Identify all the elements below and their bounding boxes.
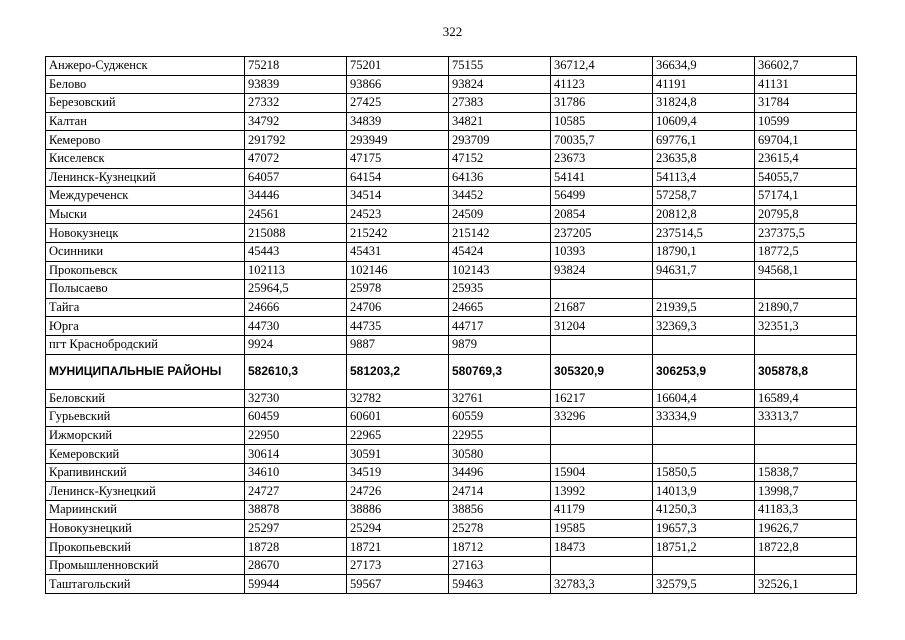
value-cell: 31786 — [551, 94, 653, 113]
value-cell: 24726 — [347, 482, 449, 501]
value-cell: 22965 — [347, 426, 449, 445]
value-cell: 21939,5 — [653, 298, 755, 317]
row-label-cell: Полысаево — [46, 280, 245, 299]
value-cell: 31824,8 — [653, 94, 755, 113]
value-cell — [653, 445, 755, 464]
value-cell: 93866 — [347, 75, 449, 94]
table-row — [46, 482, 857, 501]
table-row — [46, 298, 857, 317]
value-cell: 38856 — [449, 501, 551, 520]
value-cell: 18751,2 — [653, 538, 755, 557]
table-row — [46, 131, 857, 150]
row-label-cell: Мыски — [46, 205, 245, 224]
value-cell: 34839 — [347, 112, 449, 131]
value-cell: 237375,5 — [755, 224, 857, 243]
table-row — [46, 149, 857, 168]
value-cell: 32730 — [245, 389, 347, 408]
value-cell: 582610,3 — [245, 354, 347, 389]
value-cell: 237205 — [551, 224, 653, 243]
value-cell: 30591 — [347, 445, 449, 464]
value-cell: 15904 — [551, 463, 653, 482]
table-row — [46, 94, 857, 113]
value-cell: 34610 — [245, 463, 347, 482]
value-cell: 75155 — [449, 57, 551, 76]
value-cell: 27173 — [347, 556, 449, 575]
value-cell: 10585 — [551, 112, 653, 131]
table-row — [46, 317, 857, 336]
table-row — [46, 538, 857, 557]
value-cell: 32579,5 — [653, 575, 755, 594]
row-label-cell: Таштагольский — [46, 575, 245, 594]
value-cell: 59463 — [449, 575, 551, 594]
value-cell — [653, 556, 755, 575]
value-cell: 16589,4 — [755, 389, 857, 408]
value-cell: 60601 — [347, 408, 449, 427]
data-table — [45, 56, 857, 594]
row-label-cell: Крапивинский — [46, 463, 245, 482]
row-label-cell: пгт Краснобродский — [46, 335, 245, 354]
value-cell: 41183,3 — [755, 501, 857, 520]
row-label-cell: Кемеровский — [46, 445, 245, 464]
value-cell: 60559 — [449, 408, 551, 427]
value-cell: 56499 — [551, 187, 653, 206]
value-cell: 19657,3 — [653, 519, 755, 538]
row-label-cell: Белово — [46, 75, 245, 94]
value-cell: 18721 — [347, 538, 449, 557]
row-label-cell: Беловский — [46, 389, 245, 408]
value-cell: 10393 — [551, 242, 653, 261]
value-cell: 9887 — [347, 335, 449, 354]
value-cell: 64154 — [347, 168, 449, 187]
table-row — [46, 519, 857, 538]
value-cell: 25964,5 — [245, 280, 347, 299]
row-label-cell: Кемерово — [46, 131, 245, 150]
table-body — [46, 57, 857, 594]
value-cell: 27383 — [449, 94, 551, 113]
value-cell: 69704,1 — [755, 131, 857, 150]
value-cell: 34514 — [347, 187, 449, 206]
value-cell: 70035,7 — [551, 131, 653, 150]
value-cell: 93824 — [551, 261, 653, 280]
value-cell: 16604,4 — [653, 389, 755, 408]
row-label-cell: Ижморский — [46, 426, 245, 445]
value-cell: 27332 — [245, 94, 347, 113]
value-cell: 64057 — [245, 168, 347, 187]
value-cell: 24561 — [245, 205, 347, 224]
value-cell: 10609,4 — [653, 112, 755, 131]
value-cell: 32761 — [449, 389, 551, 408]
row-label-cell: Анжеро-Судженск — [46, 57, 245, 76]
value-cell: 54141 — [551, 168, 653, 187]
row-label-cell: Киселевск — [46, 149, 245, 168]
value-cell: 93824 — [449, 75, 551, 94]
value-cell: 54113,4 — [653, 168, 755, 187]
value-cell: 14013,9 — [653, 482, 755, 501]
value-cell: 32351,3 — [755, 317, 857, 336]
table-row — [46, 335, 857, 354]
value-cell: 580769,3 — [449, 354, 551, 389]
value-cell: 27425 — [347, 94, 449, 113]
value-cell: 18473 — [551, 538, 653, 557]
value-cell: 93839 — [245, 75, 347, 94]
value-cell: 237514,5 — [653, 224, 755, 243]
value-cell: 10599 — [755, 112, 857, 131]
value-cell: 32783,3 — [551, 575, 653, 594]
value-cell: 59567 — [347, 575, 449, 594]
value-cell — [755, 556, 857, 575]
row-label-cell: Березовский — [46, 94, 245, 113]
row-label-cell: Промышленновский — [46, 556, 245, 575]
table-row — [46, 280, 857, 299]
value-cell: 24714 — [449, 482, 551, 501]
value-cell: 24509 — [449, 205, 551, 224]
value-cell: 31784 — [755, 94, 857, 113]
value-cell: 20854 — [551, 205, 653, 224]
value-cell: 64136 — [449, 168, 551, 187]
value-cell: 94568,1 — [755, 261, 857, 280]
value-cell: 215088 — [245, 224, 347, 243]
row-label-cell: Юрга — [46, 317, 245, 336]
value-cell: 21890,7 — [755, 298, 857, 317]
value-cell: 94631,7 — [653, 261, 755, 280]
value-cell — [755, 445, 857, 464]
value-cell: 305878,8 — [755, 354, 857, 389]
row-label-cell: Мариинский — [46, 501, 245, 520]
value-cell: 16217 — [551, 389, 653, 408]
value-cell: 30614 — [245, 445, 347, 464]
table-row — [46, 187, 857, 206]
value-cell: 22950 — [245, 426, 347, 445]
value-cell: 47152 — [449, 149, 551, 168]
table-row — [46, 389, 857, 408]
value-cell: 18722,8 — [755, 538, 857, 557]
row-label-cell: МУНИЦИПАЛЬНЫЕ РАЙОНЫ — [46, 354, 245, 389]
value-cell: 54055,7 — [755, 168, 857, 187]
value-cell: 34446 — [245, 187, 347, 206]
table-row — [46, 354, 857, 389]
value-cell: 24523 — [347, 205, 449, 224]
row-label-cell: Прокопьевск — [46, 261, 245, 280]
value-cell: 33313,7 — [755, 408, 857, 427]
value-cell: 34821 — [449, 112, 551, 131]
value-cell: 18728 — [245, 538, 347, 557]
value-cell: 30580 — [449, 445, 551, 464]
value-cell: 36712,4 — [551, 57, 653, 76]
table-row — [46, 575, 857, 594]
value-cell: 41179 — [551, 501, 653, 520]
value-cell: 102143 — [449, 261, 551, 280]
value-cell: 75218 — [245, 57, 347, 76]
value-cell: 41131 — [755, 75, 857, 94]
row-label-cell: Прокопьевский — [46, 538, 245, 557]
row-label-cell: Тайга — [46, 298, 245, 317]
value-cell — [551, 335, 653, 354]
value-cell: 13998,7 — [755, 482, 857, 501]
value-cell: 293709 — [449, 131, 551, 150]
value-cell: 24706 — [347, 298, 449, 317]
value-cell — [755, 426, 857, 445]
value-cell: 19626,7 — [755, 519, 857, 538]
value-cell: 9879 — [449, 335, 551, 354]
value-cell: 291792 — [245, 131, 347, 150]
table-row — [46, 463, 857, 482]
table-row — [46, 205, 857, 224]
value-cell: 21687 — [551, 298, 653, 317]
value-cell: 24665 — [449, 298, 551, 317]
value-cell: 34452 — [449, 187, 551, 206]
table-row — [46, 168, 857, 187]
value-cell — [653, 426, 755, 445]
value-cell — [653, 335, 755, 354]
value-cell: 36634,9 — [653, 57, 755, 76]
value-cell: 25935 — [449, 280, 551, 299]
value-cell — [755, 280, 857, 299]
value-cell: 34519 — [347, 463, 449, 482]
table-row — [46, 408, 857, 427]
value-cell: 57258,7 — [653, 187, 755, 206]
value-cell: 25278 — [449, 519, 551, 538]
value-cell: 75201 — [347, 57, 449, 76]
value-cell: 581203,2 — [347, 354, 449, 389]
value-cell: 23615,4 — [755, 149, 857, 168]
row-label-cell: Новокузнецк — [46, 224, 245, 243]
value-cell: 33334,9 — [653, 408, 755, 427]
row-label-cell: Калтан — [46, 112, 245, 131]
value-cell: 9924 — [245, 335, 347, 354]
row-label-cell: Осинники — [46, 242, 245, 261]
value-cell — [551, 445, 653, 464]
row-label-cell: Ленинск-Кузнецкий — [46, 168, 245, 187]
value-cell: 20795,8 — [755, 205, 857, 224]
value-cell: 28670 — [245, 556, 347, 575]
value-cell: 215242 — [347, 224, 449, 243]
value-cell: 15850,5 — [653, 463, 755, 482]
value-cell: 45431 — [347, 242, 449, 261]
value-cell: 45424 — [449, 242, 551, 261]
value-cell: 305320,9 — [551, 354, 653, 389]
value-cell: 13992 — [551, 482, 653, 501]
value-cell: 47175 — [347, 149, 449, 168]
value-cell: 293949 — [347, 131, 449, 150]
value-cell: 33296 — [551, 408, 653, 427]
row-label-cell: Междуреченск — [46, 187, 245, 206]
table-row — [46, 426, 857, 445]
table-row — [46, 261, 857, 280]
value-cell: 24666 — [245, 298, 347, 317]
value-cell: 44730 — [245, 317, 347, 336]
value-cell: 41250,3 — [653, 501, 755, 520]
value-cell: 15838,7 — [755, 463, 857, 482]
value-cell: 25294 — [347, 519, 449, 538]
value-cell: 102146 — [347, 261, 449, 280]
page-number: 322 — [442, 24, 463, 39]
value-cell: 57174,1 — [755, 187, 857, 206]
value-cell: 215142 — [449, 224, 551, 243]
table-row — [46, 445, 857, 464]
table-row — [46, 556, 857, 575]
value-cell: 19585 — [551, 519, 653, 538]
value-cell: 20812,8 — [653, 205, 755, 224]
value-cell — [551, 280, 653, 299]
table-row — [46, 112, 857, 131]
value-cell: 47072 — [245, 149, 347, 168]
value-cell: 32526,1 — [755, 575, 857, 594]
value-cell: 44717 — [449, 317, 551, 336]
table-row — [46, 57, 857, 76]
value-cell: 18790,1 — [653, 242, 755, 261]
value-cell — [551, 426, 653, 445]
value-cell: 41191 — [653, 75, 755, 94]
table-row — [46, 224, 857, 243]
value-cell — [755, 335, 857, 354]
value-cell: 25297 — [245, 519, 347, 538]
value-cell: 27163 — [449, 556, 551, 575]
value-cell: 22955 — [449, 426, 551, 445]
value-cell: 23635,8 — [653, 149, 755, 168]
value-cell: 18712 — [449, 538, 551, 557]
value-cell: 32369,3 — [653, 317, 755, 336]
value-cell: 59944 — [245, 575, 347, 594]
row-label-cell: Гурьевский — [46, 408, 245, 427]
value-cell: 102113 — [245, 261, 347, 280]
value-cell: 38878 — [245, 501, 347, 520]
value-cell: 69776,1 — [653, 131, 755, 150]
value-cell: 45443 — [245, 242, 347, 261]
value-cell: 34792 — [245, 112, 347, 131]
row-label-cell: Новокузнецкий — [46, 519, 245, 538]
value-cell: 31204 — [551, 317, 653, 336]
value-cell: 34496 — [449, 463, 551, 482]
row-label-cell: Ленинск-Кузнецкий — [46, 482, 245, 501]
table-row — [46, 75, 857, 94]
table-row — [46, 242, 857, 261]
value-cell: 36602,7 — [755, 57, 857, 76]
value-cell — [653, 280, 755, 299]
value-cell: 32782 — [347, 389, 449, 408]
value-cell: 41123 — [551, 75, 653, 94]
value-cell: 18772,5 — [755, 242, 857, 261]
value-cell: 44735 — [347, 317, 449, 336]
value-cell: 23673 — [551, 149, 653, 168]
table-row — [46, 501, 857, 520]
value-cell: 25978 — [347, 280, 449, 299]
value-cell: 60459 — [245, 408, 347, 427]
value-cell: 306253,9 — [653, 354, 755, 389]
value-cell: 38886 — [347, 501, 449, 520]
value-cell: 24727 — [245, 482, 347, 501]
value-cell — [551, 556, 653, 575]
